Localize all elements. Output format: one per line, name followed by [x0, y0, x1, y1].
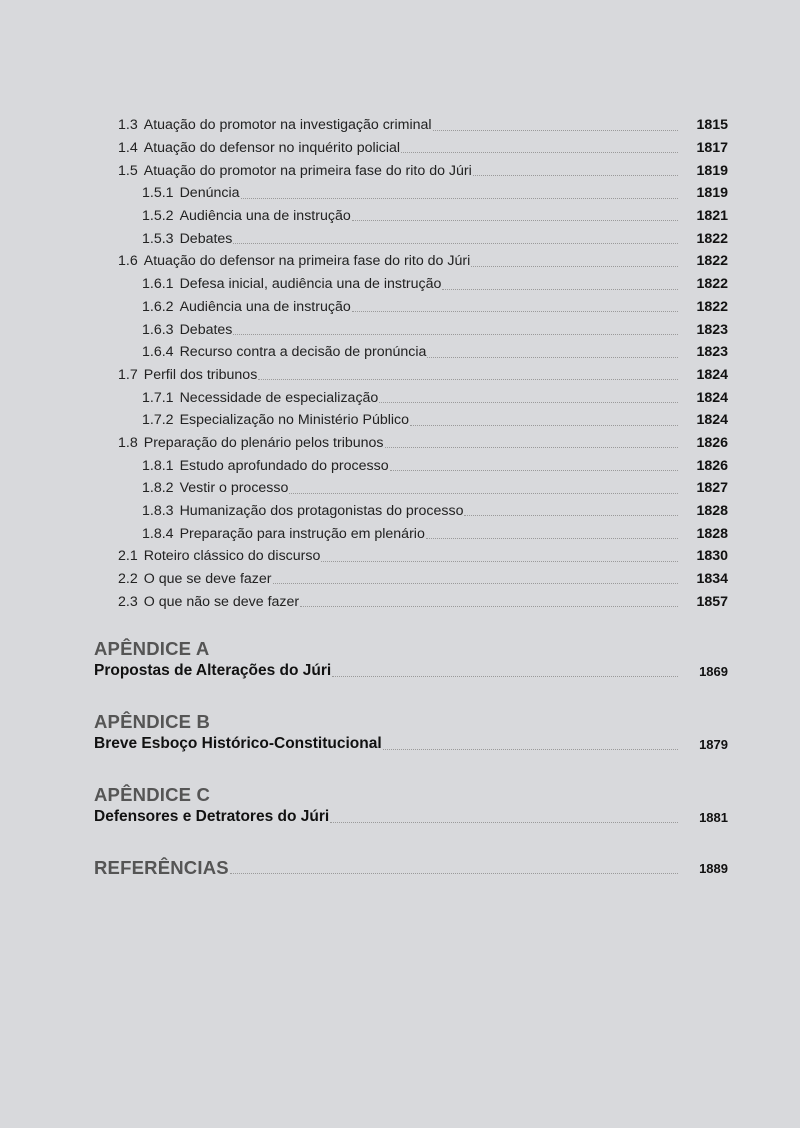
toc-number: 2.3 [118, 593, 138, 610]
appendix-heading: APÊNDICE C [94, 784, 211, 805]
toc-number: 1.6.1 [142, 276, 174, 293]
toc-number: 1.8.2 [142, 480, 174, 497]
toc-title: Roteiro clássico do discurso [143, 548, 321, 565]
toc-row[interactable] [118, 227, 728, 250]
toc-title: O que não se deve fazer [143, 593, 300, 610]
dot-leader [300, 605, 678, 607]
dot-leader [241, 197, 679, 199]
toc-title: Vestir o processo [179, 480, 289, 497]
dot-leader [330, 821, 678, 823]
toc-page-number: 1826 [696, 434, 728, 451]
toc-title: Especialização no Ministério Público [179, 412, 410, 429]
toc-list [118, 114, 728, 613]
dot-leader [401, 151, 678, 153]
toc-page-number: 1823 [696, 344, 728, 361]
appendix-page-number: 1869 [699, 663, 728, 679]
toc-row[interactable] [118, 568, 728, 591]
toc-page-number: 1822 [696, 253, 728, 270]
toc-title: Audiência una de instrução [179, 298, 351, 315]
toc-row[interactable] [118, 477, 728, 500]
dot-leader [427, 356, 678, 358]
toc-row[interactable] [118, 114, 728, 137]
dot-leader [385, 446, 679, 448]
dot-leader [433, 129, 679, 131]
toc-page-number: 1819 [696, 185, 728, 202]
appendix-entry[interactable] [94, 660, 728, 682]
toc-number: 1.5.1 [142, 185, 174, 202]
dot-leader [332, 675, 678, 677]
toc-row[interactable] [118, 590, 728, 613]
toc-row[interactable] [118, 432, 728, 455]
appendix-page-number: 1881 [699, 809, 728, 825]
toc-number: 1.8.1 [142, 457, 174, 474]
toc-title: O que se deve fazer [143, 571, 272, 588]
appendix-a [94, 638, 728, 682]
toc-title: Atuação do defensor na primeira fase do rito do Júri [143, 253, 471, 270]
toc-row[interactable] [118, 318, 728, 341]
toc-page-number: 1824 [696, 389, 728, 406]
dot-leader [230, 872, 678, 874]
appendix-entry[interactable] [94, 806, 728, 828]
toc-row[interactable] [118, 250, 728, 273]
appendix-b [94, 711, 728, 755]
toc-title: Preparação para instrução em plenário [179, 525, 425, 542]
toc-number: 1.7.1 [142, 389, 174, 406]
toc-title: Defesa inicial, audiência una de instrução [179, 276, 442, 293]
toc-title: Debates [179, 230, 233, 247]
toc-row[interactable] [118, 137, 728, 160]
toc-title: Denúncia [179, 185, 240, 202]
toc-title: Atuação do promotor na primeira fase do rito do Júri [143, 162, 472, 179]
toc-page-number: 1828 [696, 503, 728, 520]
toc-number: 1.6 [118, 253, 138, 270]
toc-page-number: 1828 [696, 525, 728, 542]
toc-title: Recurso contra a decisão de pronúncia [179, 344, 427, 361]
appendix-title: Propostas de Alterações do Júri [94, 662, 332, 679]
dot-leader [473, 174, 679, 176]
toc-page-number: 1830 [696, 548, 728, 565]
toc-number: 1.5.3 [142, 230, 174, 247]
toc-number: 1.5 [118, 162, 138, 179]
dot-leader [383, 748, 678, 750]
dot-leader [352, 219, 679, 221]
appendix-title: Breve Esboço Histórico-Constitucional [94, 735, 382, 752]
toc-page-number: 1822 [696, 276, 728, 293]
toc-number: 1.8.3 [142, 503, 174, 520]
dot-leader [471, 265, 678, 267]
toc-row[interactable] [118, 296, 728, 319]
dot-leader [321, 560, 678, 562]
toc-title: Necessidade de especialização [179, 389, 379, 406]
toc-row[interactable] [118, 500, 728, 523]
dot-leader [442, 288, 678, 290]
toc-number: 1.3 [118, 117, 138, 134]
toc-row[interactable] [118, 454, 728, 477]
appendix-page-number: 1879 [699, 736, 728, 752]
toc-page-number: 1827 [696, 480, 728, 497]
toc-title: Preparação do plenário pelos tribunos [143, 434, 384, 451]
toc-row[interactable] [118, 205, 728, 228]
references-heading: REFERÊNCIAS [94, 857, 229, 878]
toc-row[interactable] [118, 386, 728, 409]
toc-number: 1.8.4 [142, 525, 174, 542]
toc-page-number: 1834 [696, 571, 728, 588]
dot-leader [233, 242, 678, 244]
toc-row[interactable] [118, 273, 728, 296]
toc-page-number: 1819 [696, 162, 728, 179]
toc-page-number: 1824 [696, 366, 728, 383]
toc-number: 1.6.3 [142, 321, 174, 338]
toc-page-number: 1817 [696, 140, 728, 157]
toc-title: Audiência una de instrução [179, 208, 351, 225]
dot-leader [390, 469, 679, 471]
toc-row[interactable] [118, 159, 728, 182]
dot-leader [410, 424, 678, 426]
appendix-heading: APÊNDICE A [94, 638, 210, 659]
appendix-heading: APÊNDICE B [94, 711, 211, 732]
toc-title: Humanização dos protagonistas do processo [179, 503, 464, 520]
references-page-number: 1889 [699, 860, 728, 876]
appendix-c [94, 784, 728, 828]
dot-leader [273, 582, 679, 584]
toc-number: 1.6.4 [142, 344, 174, 361]
dot-leader [289, 492, 678, 494]
toc-number: 1.7 [118, 366, 138, 383]
toc-row[interactable] [118, 182, 728, 205]
dot-leader [464, 514, 678, 516]
toc-row[interactable] [118, 545, 728, 568]
toc-number: 1.5.2 [142, 208, 174, 225]
toc-page-number: 1826 [696, 457, 728, 474]
toc-number: 2.2 [118, 571, 138, 588]
toc-row[interactable] [118, 341, 728, 364]
toc-title: Estudo aprofundado do processo [179, 457, 389, 474]
toc-number: 1.6.2 [142, 298, 174, 315]
toc-title: Atuação do defensor no inquérito policial [143, 140, 401, 157]
toc-number: 1.8 [118, 434, 138, 451]
toc-title: Perfil dos tribunos [143, 366, 258, 383]
toc-number: 1.4 [118, 140, 138, 157]
toc-row[interactable] [118, 364, 728, 387]
toc-title: Debates [179, 321, 233, 338]
toc-number: 2.1 [118, 548, 138, 565]
dot-leader [379, 401, 678, 403]
references-entry[interactable] [94, 856, 728, 880]
toc-row[interactable] [118, 409, 728, 432]
toc-page-number: 1823 [696, 321, 728, 338]
toc-row[interactable] [118, 522, 728, 545]
toc-page-number: 1824 [696, 412, 728, 429]
dot-leader [426, 537, 679, 539]
toc-page-number: 1822 [696, 298, 728, 315]
appendix-title: Defensores e Detratores do Júri [94, 808, 330, 825]
dot-leader [233, 333, 678, 335]
toc-page-number: 1821 [696, 208, 728, 225]
appendix-entry[interactable] [94, 733, 728, 755]
toc-number: 1.7.2 [142, 412, 174, 429]
dot-leader [258, 378, 678, 380]
dot-leader [352, 310, 679, 312]
toc-page-number: 1815 [696, 117, 728, 134]
toc-page-number: 1822 [696, 230, 728, 247]
toc-page-number: 1857 [696, 593, 728, 610]
toc-title: Atuação do promotor na investigação criminal [143, 117, 432, 134]
